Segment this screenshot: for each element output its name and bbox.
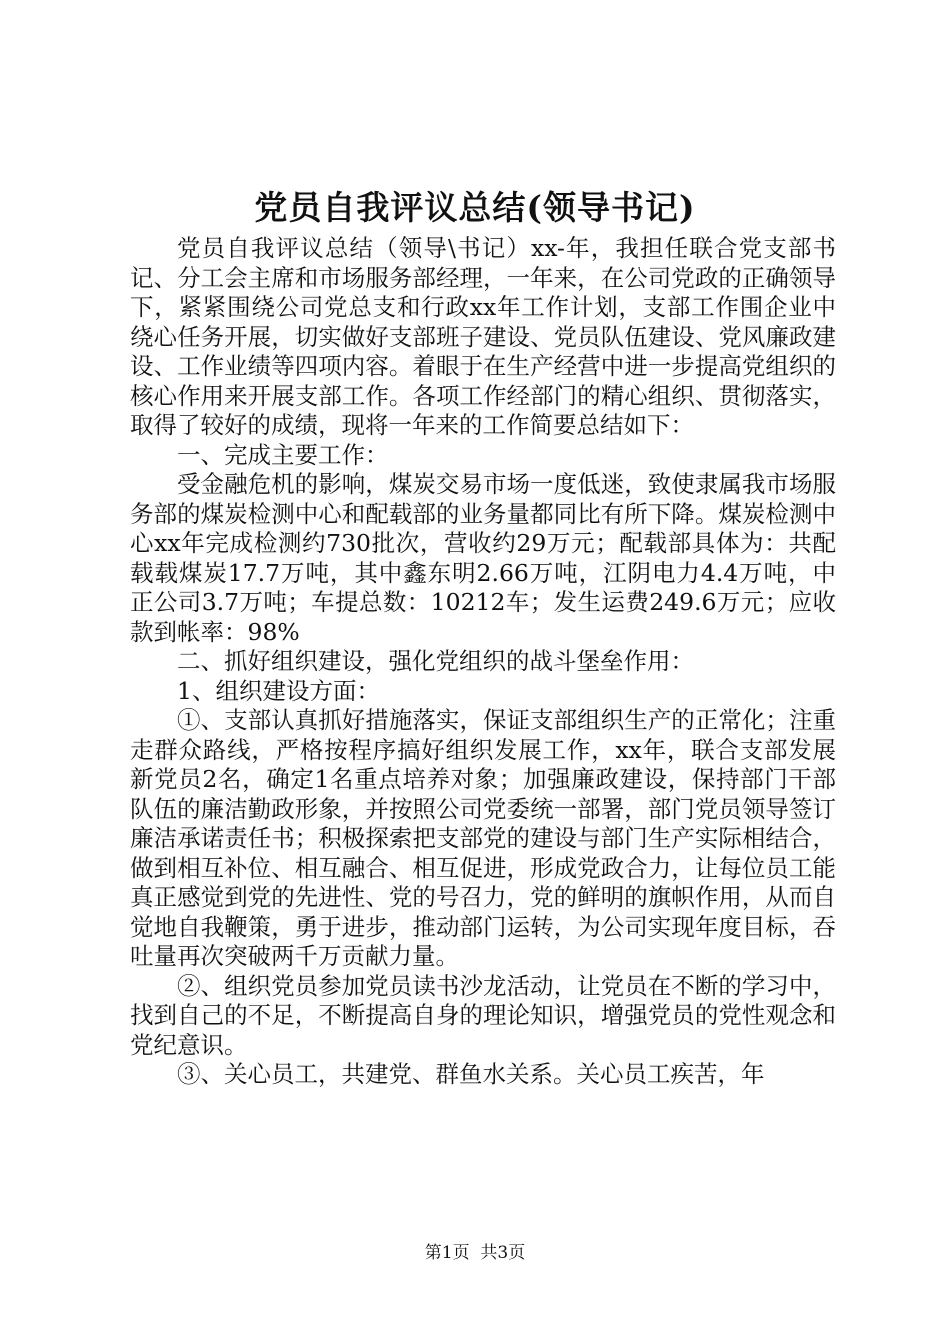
paragraph-section-1-content: 受金融危机的影响，煤炭交易市场一度低迷，致使隶属我市场服务部的煤炭检测中心和配载部的业务量都同比有所下降。煤炭检测中心xx年完成检测约730批次，营收约29万元；配载部具体为：共配载载煤炭17.7万吨，其中鑫东明2.66万吨，江阴电力4.4万吨，中正公司3.7万吨；车提总数：10212车；发生运费249.6万元；应收款到帐率：98% [130,470,836,646]
paragraph-item-2: ②、组织党员参加党员读书沙龙活动，让党员在不断的学习中，找到自己的不足，不断提高自身的理论知识，增强党员的党性观念和党纪意识。 [130,971,836,1059]
document-body [130,234,836,1090]
paragraph-section-1-heading: 一、完成主要工作： [177,440,389,469]
paragraph-item-3: ③、关心员工，共建党、群鱼水关系。关心员工疾苦，年 [177,1060,765,1088]
paragraph-intro: 党员自我评议总结（领导\书记）xx-年，我担任联合党支部书记、分工会主席和市场服务部经理，一年来，在公司党政的正确领导下，紧紧围绕公司党总支和行政xx年工作计划，支部工作围企业中绕心任务开展，切实做好支部班子建设、党员队伍建设、党风廉政建设、工作业绩等四项内容。着眼于在生产经营中进一步提高党组织的核心作用来开展支部工作。各项工作经部门的精心组织、贯彻落实，取得了较好的成绩，现将一年来的工作简要总结如下： [130,234,836,439]
paragraph-item-1: ①、支部认真抓好措施落实，保证支部组织生产的正常化；注重走群众路线，严格按程序搞好组织发展工作，xx年，联合支部发展新党员2名，确定1名重点培养对象；加强廉政建设，保持部门干部队伍的廉洁勤政形象，并按照公司党委统一部署，部门党员领导签订廉洁承诺责任书；积极探索把支部党的建设与部门生产实际相结合，做到相互补位、相互融合、相互促进，形成党政合力，让每位员工能真正感觉到党的先进性、党的号召力，党的鲜明的旗帜作用，从而自觉地自我鞭策，勇于进步，推动部门运转，为公司实现年度目标，吞吐量再次突破两千万贡献力量。 [130,706,836,970]
page-number-footer: 第1页 共3页 [424,1243,526,1263]
document-title: 党员自我评议总结(领导书记) [254,188,696,227]
paragraph-section-2-heading: 二、抓好组织建设，强化党组织的战斗堡垒作用： [177,647,694,675]
paragraph-subsection-1-heading: 1、组织建设方面： [177,676,380,705]
